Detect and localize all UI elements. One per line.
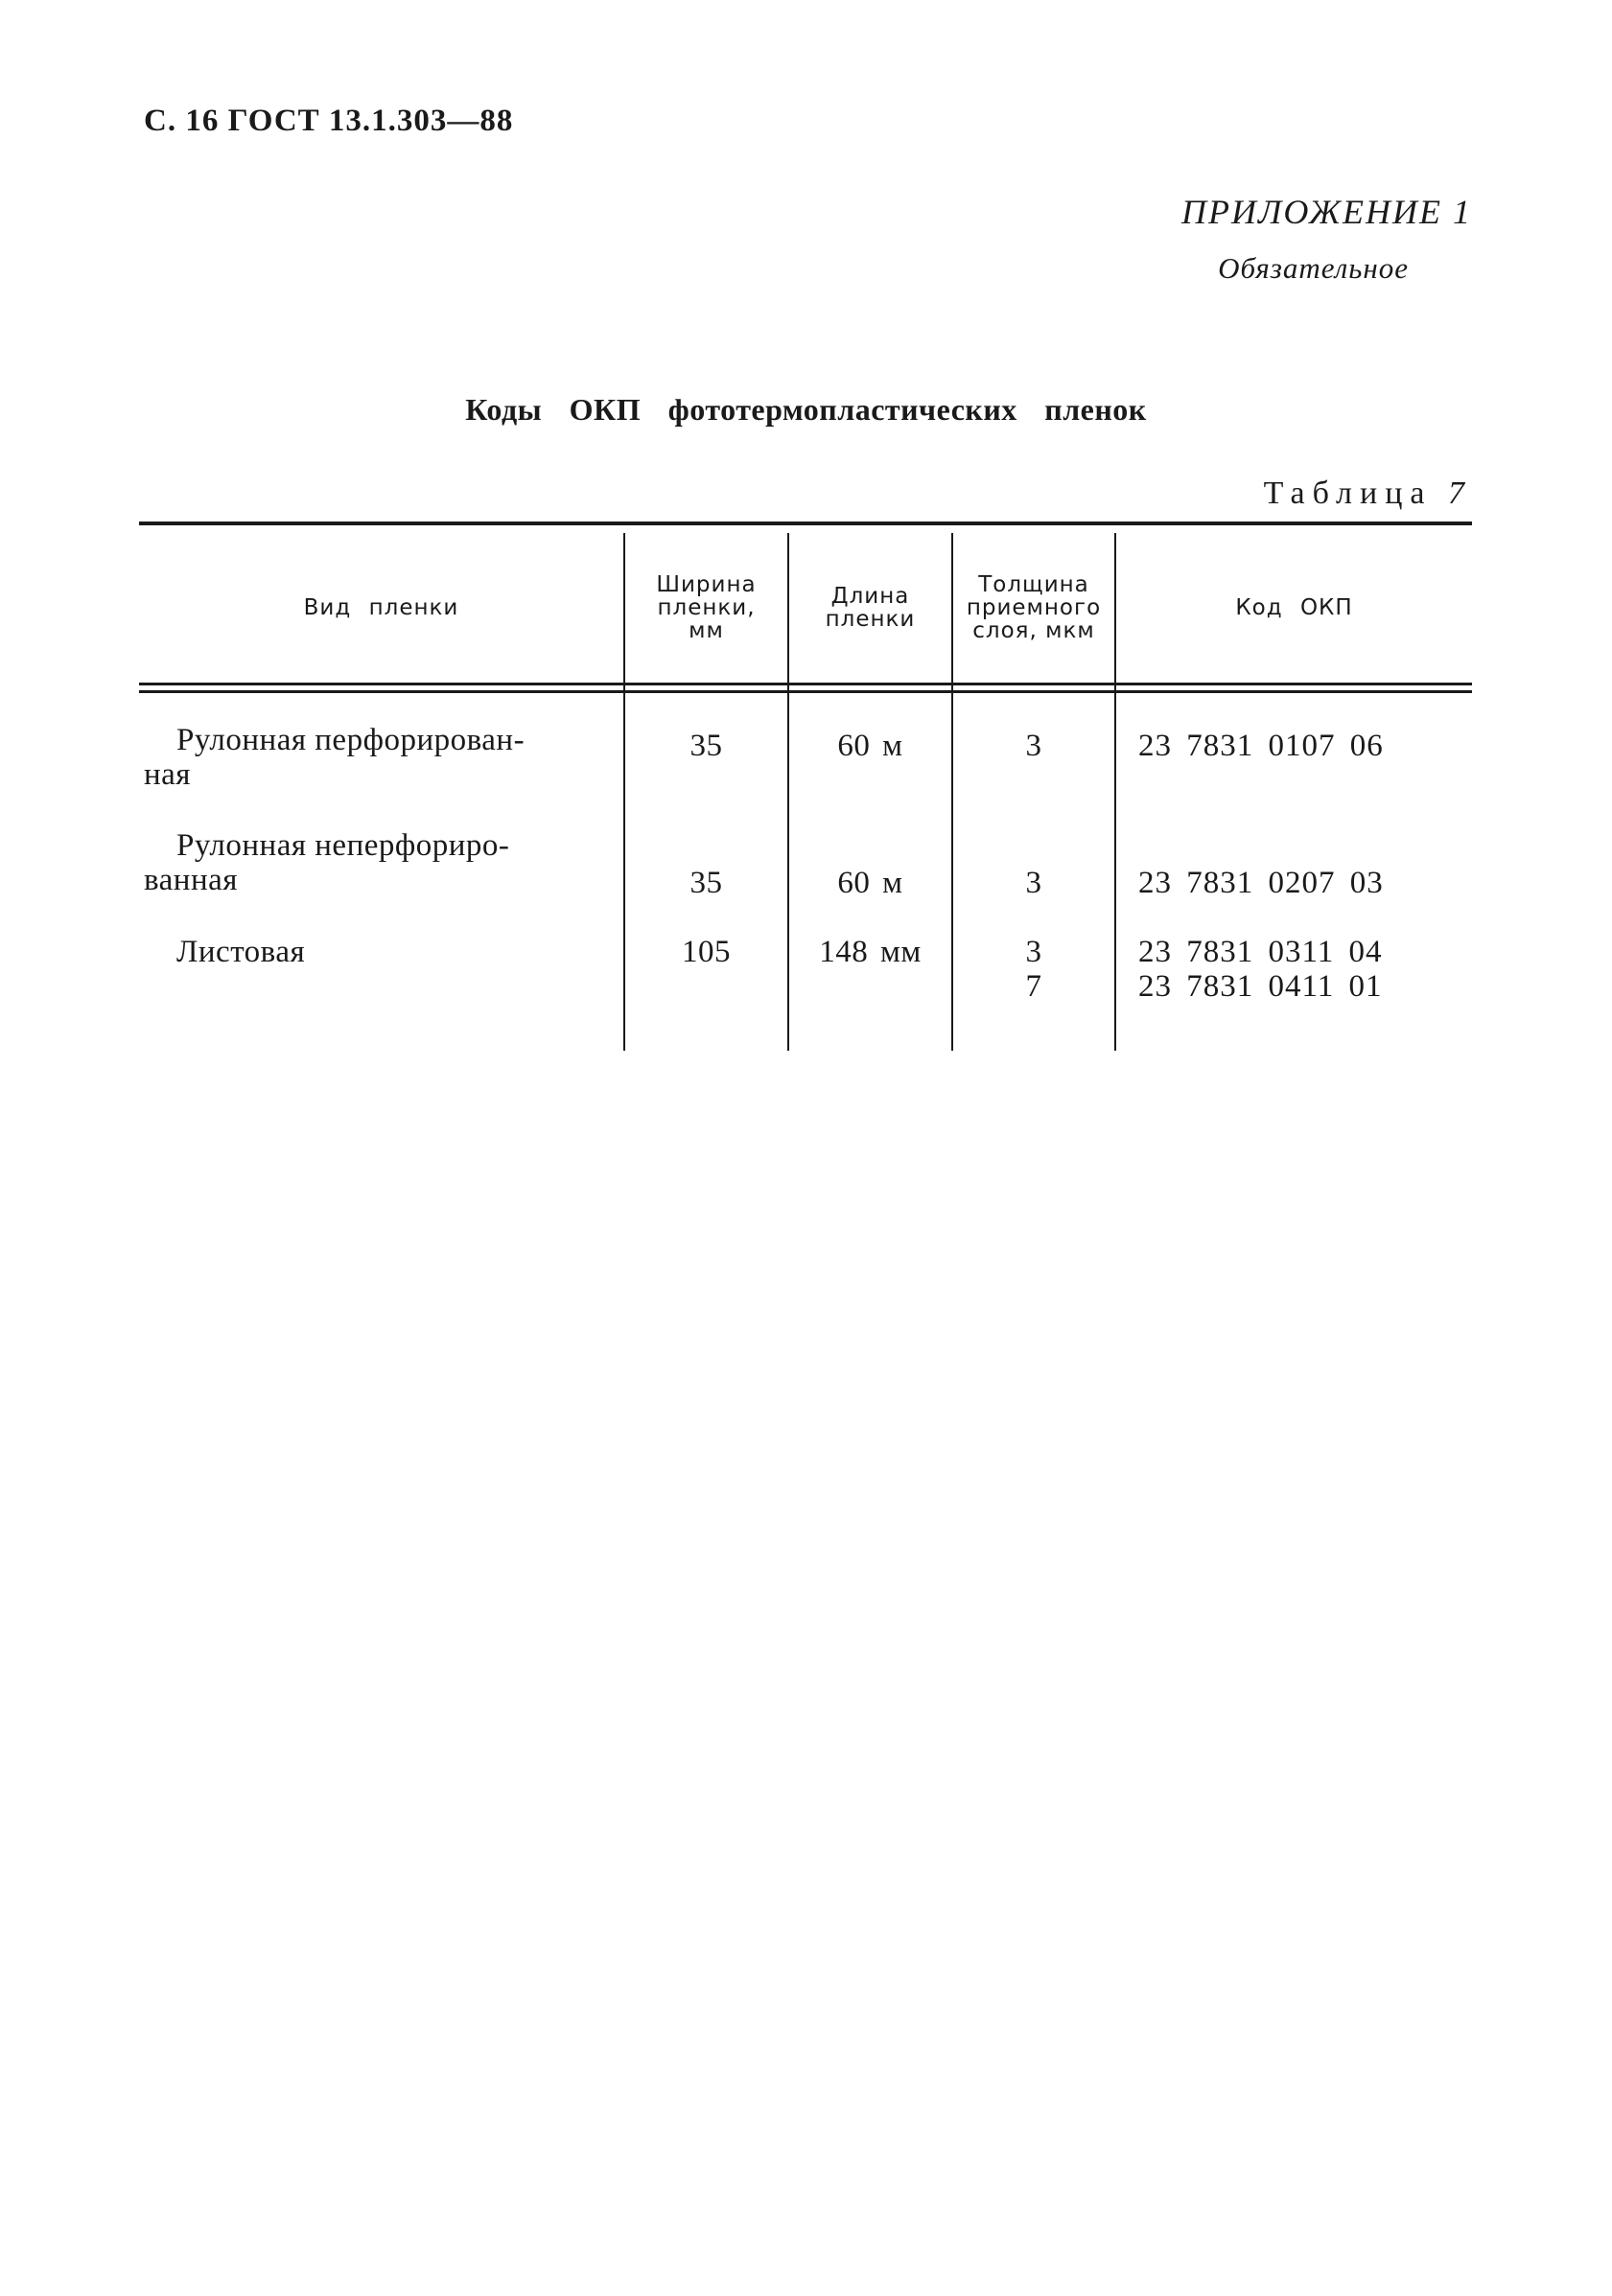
- table-cell-width: 35: [689, 729, 723, 763]
- appendix-status: Обязательное: [1218, 251, 1409, 285]
- header-thickness: [953, 533, 1114, 683]
- table-row-film-type: [144, 935, 595, 969]
- table-row-film-type: [144, 828, 595, 897]
- header-width-text: Ширина пленки, мм: [656, 571, 757, 644]
- table-cell-width: 35: [689, 866, 723, 900]
- document-title: Коды ОКП фототермопластических пленок: [465, 392, 1147, 427]
- table-cell-okp-code: 23 7831 0207 03: [1138, 866, 1384, 900]
- header-okp-code: Код ОКП: [1235, 594, 1353, 620]
- table-header-rule-double: [139, 690, 1472, 693]
- table-cell-length: 148 мм: [819, 935, 922, 969]
- header-length-text: Длина пленки: [825, 583, 916, 632]
- table-cell-width: 105: [682, 935, 731, 969]
- film-type-line: ная: [144, 757, 191, 792]
- okp-code-value: 23 7831 0311 04: [1138, 935, 1383, 969]
- table-cell-okp-code: [1138, 935, 1464, 1004]
- header-film-type: Вид пленки: [303, 594, 459, 620]
- table-row-film-type: [144, 723, 595, 792]
- page-header: С. 16 ГОСТ 13.1.303—88: [144, 104, 514, 138]
- table-cell-thickness: [953, 935, 1114, 1004]
- film-type-line: Рулонная перфорирован-: [176, 723, 526, 757]
- table-label: [1264, 475, 1472, 512]
- film-type-line: ванная: [144, 863, 238, 897]
- appendix-title: ПРИЛОЖЕНИЕ 1: [1181, 193, 1472, 231]
- okp-code-value: 23 7831 0411 01: [1138, 969, 1383, 1004]
- table-header-rule: [139, 683, 1472, 685]
- table-label-word: Таблица: [1263, 475, 1433, 511]
- thickness-value: 3: [1025, 935, 1042, 969]
- table-label-number: 7: [1448, 475, 1472, 511]
- table-top-rule: [139, 522, 1472, 525]
- table-cell-okp-code: 23 7831 0107 06: [1138, 729, 1384, 763]
- header-length: [789, 533, 951, 683]
- table-cell-thickness: 3: [1025, 729, 1042, 763]
- film-type-line: Рулонная неперфориро-: [176, 828, 510, 863]
- header-width: [625, 533, 787, 683]
- table-cell-length: 60 м: [837, 866, 903, 900]
- thickness-value: 7: [1025, 969, 1042, 1004]
- header-thickness-text: Толщина приемного слоя, мкм: [966, 571, 1102, 644]
- film-type-line: Листовая: [176, 935, 306, 969]
- table-cell-thickness: 3: [1025, 866, 1042, 900]
- table-cell-length: 60 м: [837, 729, 903, 763]
